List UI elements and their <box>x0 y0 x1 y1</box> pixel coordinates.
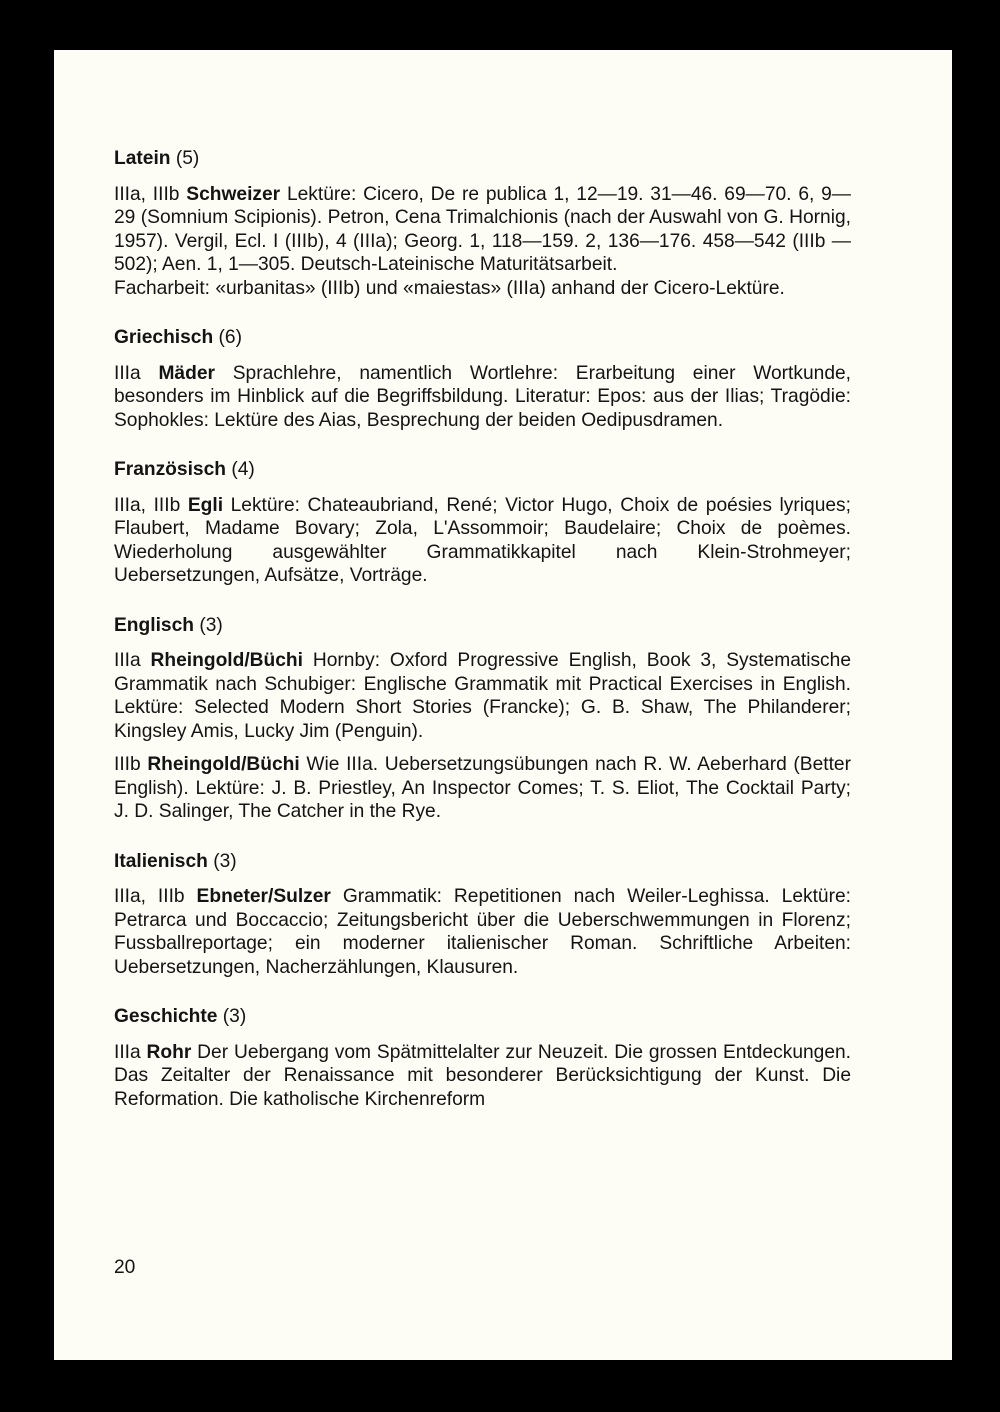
section-franzoesisch <box>114 458 851 588</box>
course-text: Der Uebergang vom Spätmittelalter zur Neuzeit. Die grossen Entdeckungen. Das Zeitalter der Renaissance mit besonderer Berücksichtigung der Kunst. Die Reformation. Die katholische Kirchenreform <box>114 1041 852 1110</box>
course-teacher: Rheingold/Büchi <box>150 650 303 671</box>
course-text: Wie IIIa. Uebersetzungsübungen nach R. W. Aeberhard (Better English). Lektüre: J. B. Priestley, An Inspector Comes; T. S. Eliot, The Cocktail Party; J. D. Salinger, The Catcher in the Rye. <box>114 754 851 822</box>
course-teacher: Egli <box>187 494 224 516</box>
section-heading <box>114 326 851 350</box>
section-hours: (5) <box>175 148 200 169</box>
section-italienisch <box>114 850 851 980</box>
course-text: Grammatik: Repetitionen nach Weiler-Leghissa. Lektüre: Petrarca und Boccaccio; Zeitungsbericht über die Ueberschwemmungen in Florenz; Fussballreportage; ein moderner italienischer Roman. Schriftliche Arbeiten: Uebersetzungen, Nacherzählungen, Klausuren. <box>114 886 851 978</box>
course-paragraph <box>114 183 851 277</box>
course-classes: IIIa, IIIb <box>114 494 188 516</box>
course-paragraph <box>114 649 851 743</box>
section-heading <box>114 614 851 638</box>
course-paragraph <box>114 753 851 824</box>
section-hours: (3) <box>222 1006 247 1027</box>
course-classes: IIIa <box>114 650 151 671</box>
course-paragraph <box>114 885 851 979</box>
section-griechisch <box>114 326 851 432</box>
section-heading <box>114 147 851 171</box>
course-paragraph <box>114 362 851 433</box>
section-latein <box>114 147 851 300</box>
section-heading <box>114 850 851 874</box>
course-teacher: Rohr <box>146 1041 192 1063</box>
course-text: Sprachlehre, namentlich Wortlehre: Erarbeitung einer Wortkunde, besonders im Hinblick auf die Begriffsbildung. Literatur: Epos: aus der Ilias; Tragödie: Sophokles: Lektüre des Aias, Besprechung der beiden Oedipusdramen. <box>114 362 851 431</box>
course-classes: IIIa, IIIb <box>114 886 197 907</box>
course-classes: IIIa <box>114 1041 147 1063</box>
section-hours: (6) <box>218 327 242 348</box>
course-text: Hornby: Oxford Progressive English, Book 3, Systematische Grammatik nach Schubiger: Englische Grammatik mit Practical Exercises in English. Lektüre: Selected Modern Short Stories (Francke); G. B. Shaw, The Philanderer; Kingsley Amis, Lucky Jim (Penguin). <box>114 650 851 742</box>
course-teacher: Rheingold/Büchi <box>147 754 300 775</box>
section-title: Geschichte <box>114 1006 218 1027</box>
section-heading <box>114 1005 851 1029</box>
course-teacher: Ebneter/Sulzer <box>196 886 331 907</box>
course-paragraph <box>114 494 851 588</box>
document-body <box>114 147 851 1137</box>
section-hours: (4) <box>231 459 255 480</box>
section-hours: (3) <box>213 850 237 872</box>
course-classes: IIIa <box>114 362 159 384</box>
section-geschichte <box>114 1005 851 1111</box>
course-text: Lektüre: Cicero, De re publica 1, 12—19. 31—46. 69—70. 6, 9—29 (Somnium Scipionis). Petron, Cena Trimalchionis (nach der Auswahl von G. Hornig, 1957). Vergil, Ecl. I (IIIb), 4 (IIIa); Georg. 1, 118—159. 2, 136—176. 458—542 (IIIb —502); Aen. 1, 1—305. Deutsch-Lateinische Maturitätsarbeit. <box>114 183 851 275</box>
course-teacher: Schweizer <box>186 183 281 205</box>
section-title: Italienisch <box>114 850 208 872</box>
section-title: Englisch <box>114 614 194 636</box>
course-classes: IIIb <box>114 754 148 775</box>
section-title: Latein <box>114 148 171 169</box>
section-title: Griechisch <box>114 327 214 348</box>
section-hours: (3) <box>199 614 223 636</box>
course-classes: IIIa, IIIb <box>114 183 187 205</box>
course-text: Facharbeit: «urbanitas» (IIIb) und «maiestas» (IIIa) anhand der Cicero-Lektüre. <box>114 277 785 299</box>
section-title: Französisch <box>114 459 226 480</box>
course-paragraph <box>114 277 851 301</box>
course-teacher: Mäder <box>158 362 215 384</box>
course-paragraph <box>114 1041 851 1112</box>
section-heading <box>114 458 851 482</box>
section-englisch <box>114 614 851 824</box>
page-number: 20 <box>114 1257 136 1278</box>
document-page <box>54 50 952 1360</box>
course-text: Lektüre: Chateaubriand, René; Victor Hugo, Choix de poésies lyriques; Flaubert, Madame Bovary; Zola, L'Assommoir; Baudelaire; Choix de poèmes. Wiederholung ausgewählter Grammatikkapitel nach Klein-Strohmeyer; Uebersetzungen, Aufsätze, Vorträge. <box>114 494 851 586</box>
